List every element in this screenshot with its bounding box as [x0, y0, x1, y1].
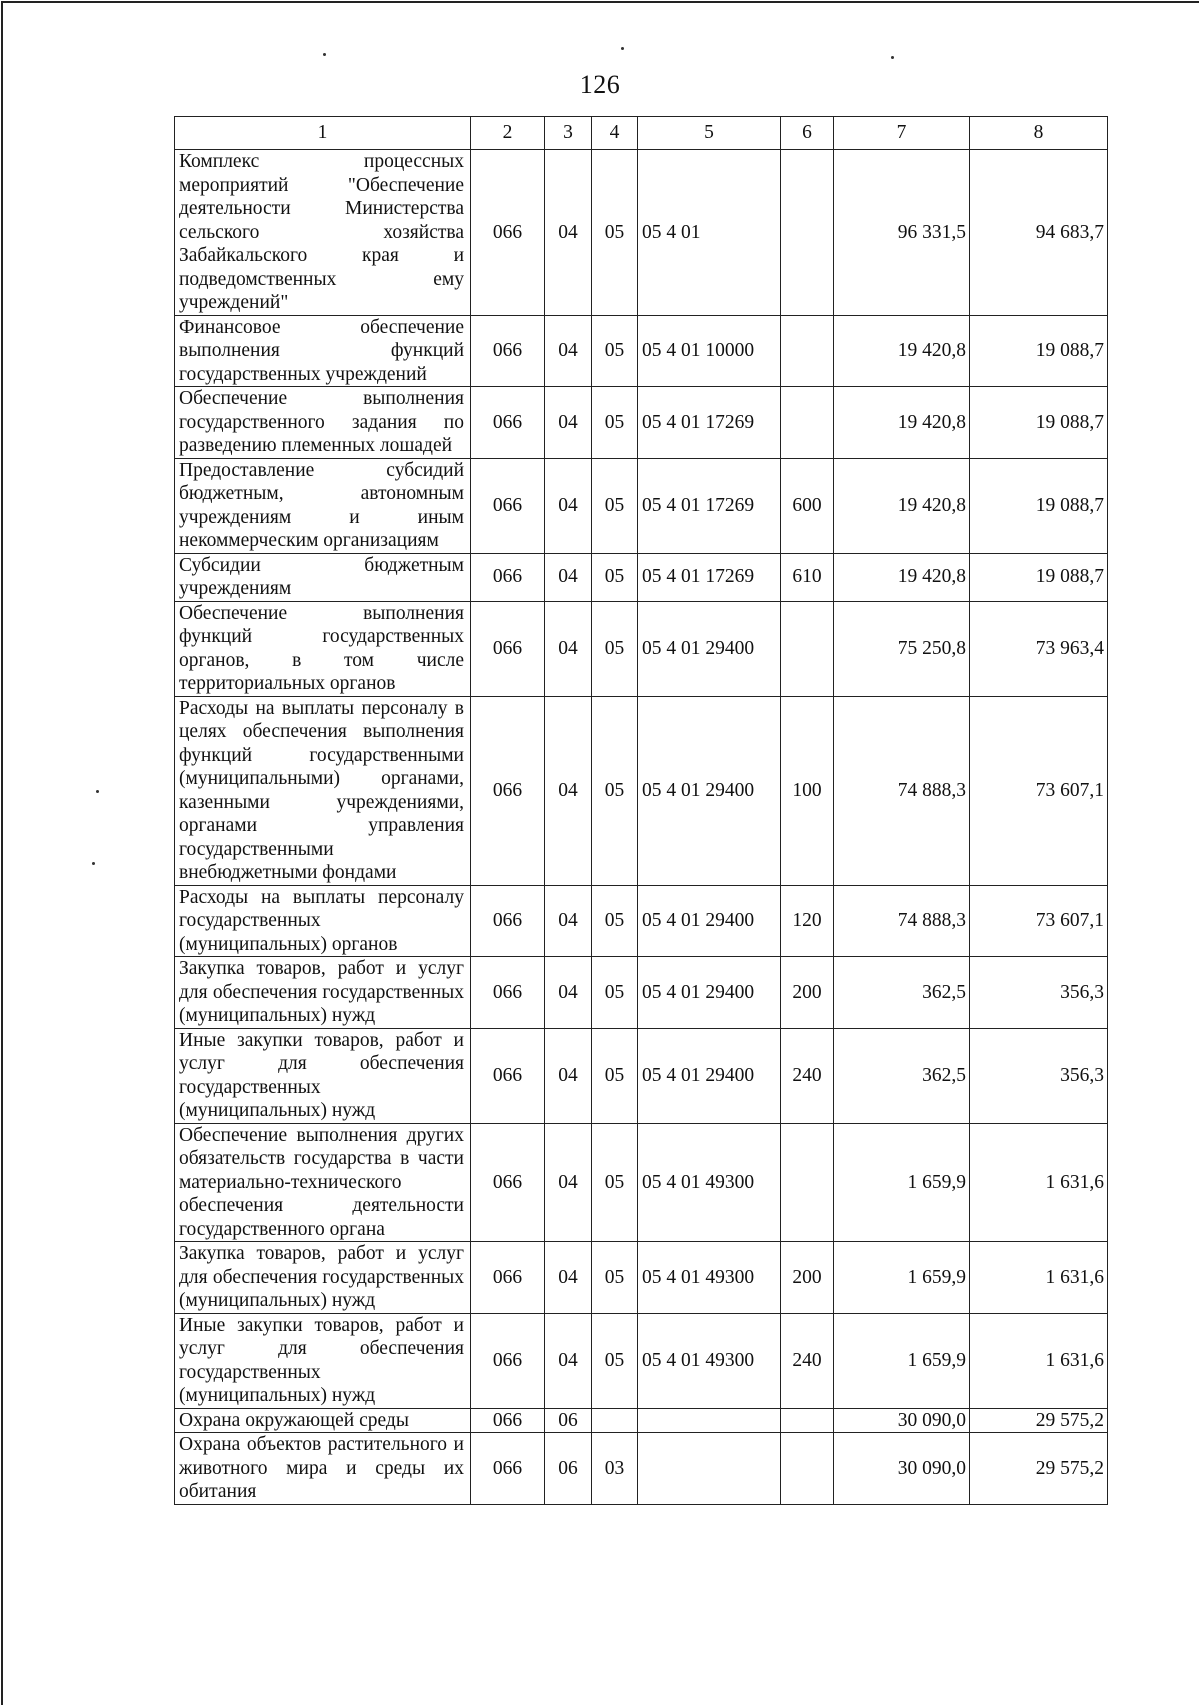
- table-row: [175, 150, 1108, 316]
- row-name: Охрана объектов растительного и животного мира и среды их обитания: [175, 1433, 471, 1505]
- cell-ministry: 066: [471, 387, 545, 459]
- cell-amount-1: 75 250,8: [834, 601, 970, 696]
- cell-target-article: 05 4 01: [638, 150, 781, 316]
- cell-amount-2: 73 963,4: [970, 601, 1108, 696]
- cell-section: 04: [545, 1028, 592, 1123]
- table-row: [175, 885, 1108, 957]
- row-name: Расходы на выплаты персоналу в целях обеспечения выполнения функций государственными (муниципальными) органами, казенными учреждениями, органами управления государственными внебюджетными фондами: [175, 696, 471, 885]
- table-row: [175, 601, 1108, 696]
- cell-subsection: 05: [592, 1123, 638, 1242]
- cell-ministry: 066: [471, 150, 545, 316]
- cell-subsection: 05: [592, 696, 638, 885]
- cell-ministry: 066: [471, 696, 545, 885]
- cell-expense-type: [781, 601, 834, 696]
- row-name: Комплекс процессных мероприятий "Обеспечение деятельности Министерства сельского хозяйства Забайкальского края и подведомственных ему учреждений": [175, 150, 471, 316]
- cell-amount-1: 19 420,8: [834, 553, 970, 601]
- table-row: [175, 1313, 1108, 1408]
- row-name: Иные закупки товаров, работ и услуг для обеспечения государственных (муниципальных) нужд: [175, 1313, 471, 1408]
- column-header: 4: [592, 117, 638, 150]
- table-row: [175, 1433, 1108, 1505]
- cell-target-article: 05 4 01 10000: [638, 315, 781, 387]
- cell-expense-type: [781, 1433, 834, 1505]
- cell-expense-type: [781, 315, 834, 387]
- cell-amount-1: 362,5: [834, 957, 970, 1029]
- cell-subsection: 05: [592, 885, 638, 957]
- budget-table: [174, 116, 1108, 1505]
- cell-amount-1: 96 331,5: [834, 150, 970, 316]
- cell-subsection: 05: [592, 387, 638, 459]
- table-header-row: [175, 117, 1108, 150]
- cell-expense-type: [781, 1408, 834, 1433]
- page-number: 126: [579, 70, 621, 99]
- cell-subsection: 03: [592, 1433, 638, 1505]
- cell-expense-type: 610: [781, 553, 834, 601]
- cell-target-article: [638, 1408, 781, 1433]
- cell-target-article: 05 4 01 29400: [638, 696, 781, 885]
- cell-subsection: 05: [592, 1242, 638, 1314]
- row-name: Обеспечение выполнения государственного задания по разведению племенных лошадей: [175, 387, 471, 459]
- row-name: Закупка товаров, работ и услуг для обеспечения государственных (муниципальных) нужд: [175, 1242, 471, 1314]
- cell-ministry: 066: [471, 1433, 545, 1505]
- cell-amount-2: 356,3: [970, 957, 1108, 1029]
- row-name: Предоставление субсидий бюджетным, автономным учреждениям и иным некоммерческим организациям: [175, 458, 471, 553]
- cell-amount-2: 1 631,6: [970, 1123, 1108, 1242]
- table-row: [175, 696, 1108, 885]
- cell-section: 04: [545, 458, 592, 553]
- cell-section: 04: [545, 1313, 592, 1408]
- column-header: 1: [175, 117, 471, 150]
- cell-expense-type: 100: [781, 696, 834, 885]
- cell-amount-1: 362,5: [834, 1028, 970, 1123]
- cell-subsection: 05: [592, 315, 638, 387]
- cell-target-article: 05 4 01 29400: [638, 1028, 781, 1123]
- cell-expense-type: [781, 1123, 834, 1242]
- column-header: 6: [781, 117, 834, 150]
- cell-section: 04: [545, 553, 592, 601]
- cell-ministry: 066: [471, 1242, 545, 1314]
- cell-subsection: 05: [592, 458, 638, 553]
- row-name: Обеспечение выполнения функций государственных органов, в том числе территориальных органов: [175, 601, 471, 696]
- cell-target-article: 05 4 01 17269: [638, 553, 781, 601]
- cell-amount-2: 19 088,7: [970, 458, 1108, 553]
- cell-ministry: 066: [471, 1028, 545, 1123]
- cell-amount-2: 19 088,7: [970, 553, 1108, 601]
- cell-amount-2: 356,3: [970, 1028, 1108, 1123]
- cell-amount-1: 74 888,3: [834, 696, 970, 885]
- cell-amount-2: 73 607,1: [970, 696, 1108, 885]
- table-row: [175, 1028, 1108, 1123]
- cell-amount-2: 19 088,7: [970, 315, 1108, 387]
- cell-ministry: 066: [471, 553, 545, 601]
- cell-section: 04: [545, 885, 592, 957]
- cell-subsection: 05: [592, 553, 638, 601]
- scan-speck: [92, 862, 95, 865]
- cell-expense-type: 200: [781, 957, 834, 1029]
- cell-amount-1: 1 659,9: [834, 1123, 970, 1242]
- cell-expense-type: 120: [781, 885, 834, 957]
- cell-ministry: 066: [471, 601, 545, 696]
- scan-speck: [96, 790, 99, 793]
- cell-expense-type: 240: [781, 1313, 834, 1408]
- cell-section: 04: [545, 387, 592, 459]
- cell-target-article: 05 4 01 49300: [638, 1242, 781, 1314]
- table-row: [175, 553, 1108, 601]
- cell-amount-2: 19 088,7: [970, 387, 1108, 459]
- cell-section: 04: [545, 150, 592, 316]
- row-name: Расходы на выплаты персоналу государственных (муниципальных) органов: [175, 885, 471, 957]
- row-name: Закупка товаров, работ и услуг для обеспечения государственных (муниципальных) нужд: [175, 957, 471, 1029]
- table-row: [175, 315, 1108, 387]
- cell-amount-1: 19 420,8: [834, 387, 970, 459]
- cell-amount-1: 30 090,0: [834, 1408, 970, 1433]
- cell-section: 04: [545, 696, 592, 885]
- cell-subsection: [592, 1408, 638, 1433]
- cell-ministry: 066: [471, 1123, 545, 1242]
- table-row: [175, 957, 1108, 1029]
- column-header: 3: [545, 117, 592, 150]
- scan-speck: [621, 47, 624, 50]
- cell-amount-1: 1 659,9: [834, 1242, 970, 1314]
- cell-target-article: 05 4 01 49300: [638, 1123, 781, 1242]
- cell-ministry: 066: [471, 1313, 545, 1408]
- cell-ministry: 066: [471, 315, 545, 387]
- cell-ministry: 066: [471, 885, 545, 957]
- cell-ministry: 066: [471, 458, 545, 553]
- cell-section: 06: [545, 1408, 592, 1433]
- cell-section: 04: [545, 1123, 592, 1242]
- cell-section: 04: [545, 315, 592, 387]
- row-name: Финансовое обеспечение выполнения функций государственных учреждений: [175, 315, 471, 387]
- cell-subsection: 05: [592, 1313, 638, 1408]
- column-header: 7: [834, 117, 970, 150]
- column-header: 8: [970, 117, 1108, 150]
- cell-target-article: 05 4 01 17269: [638, 387, 781, 459]
- cell-amount-2: 73 607,1: [970, 885, 1108, 957]
- row-name: Субсидии бюджетным учреждениям: [175, 553, 471, 601]
- cell-subsection: 05: [592, 150, 638, 316]
- row-name: Обеспечение выполнения других обязательств государства в части материально-технического обеспечения деятельности государственного органа: [175, 1123, 471, 1242]
- cell-amount-2: 1 631,6: [970, 1242, 1108, 1314]
- cell-expense-type: 600: [781, 458, 834, 553]
- cell-expense-type: 200: [781, 1242, 834, 1314]
- cell-amount-1: 19 420,8: [834, 458, 970, 553]
- table-row: [175, 458, 1108, 553]
- cell-subsection: 05: [592, 1028, 638, 1123]
- cell-target-article: 05 4 01 17269: [638, 458, 781, 553]
- cell-subsection: 05: [592, 601, 638, 696]
- cell-target-article: 05 4 01 49300: [638, 1313, 781, 1408]
- cell-amount-2: 94 683,7: [970, 150, 1108, 316]
- cell-expense-type: [781, 387, 834, 459]
- row-name: Иные закупки товаров, работ и услуг для обеспечения государственных (муниципальных) нужд: [175, 1028, 471, 1123]
- cell-expense-type: 240: [781, 1028, 834, 1123]
- cell-subsection: 05: [592, 957, 638, 1029]
- scan-speck: [891, 56, 894, 59]
- cell-section: 04: [545, 957, 592, 1029]
- cell-amount-1: 19 420,8: [834, 315, 970, 387]
- cell-target-article: 05 4 01 29400: [638, 885, 781, 957]
- cell-target-article: 05 4 01 29400: [638, 601, 781, 696]
- cell-section: 04: [545, 1242, 592, 1314]
- table-row: [175, 1123, 1108, 1242]
- cell-amount-2: 1 631,6: [970, 1313, 1108, 1408]
- table-row: [175, 387, 1108, 459]
- cell-amount-1: 74 888,3: [834, 885, 970, 957]
- cell-target-article: [638, 1433, 781, 1505]
- column-header: 5: [638, 117, 781, 150]
- cell-expense-type: [781, 150, 834, 316]
- table-row: [175, 1242, 1108, 1314]
- cell-amount-1: 1 659,9: [834, 1313, 970, 1408]
- cell-ministry: 066: [471, 1408, 545, 1433]
- cell-amount-2: 29 575,2: [970, 1408, 1108, 1433]
- cell-section: 04: [545, 601, 592, 696]
- cell-target-article: 05 4 01 29400: [638, 957, 781, 1029]
- scan-speck: [323, 53, 326, 56]
- cell-amount-2: 29 575,2: [970, 1433, 1108, 1505]
- cell-section: 06: [545, 1433, 592, 1505]
- column-header: 2: [471, 117, 545, 150]
- row-name: Охрана окружающей среды: [175, 1408, 471, 1433]
- cell-amount-1: 30 090,0: [834, 1433, 970, 1505]
- cell-ministry: 066: [471, 957, 545, 1029]
- table-row: [175, 1408, 1108, 1433]
